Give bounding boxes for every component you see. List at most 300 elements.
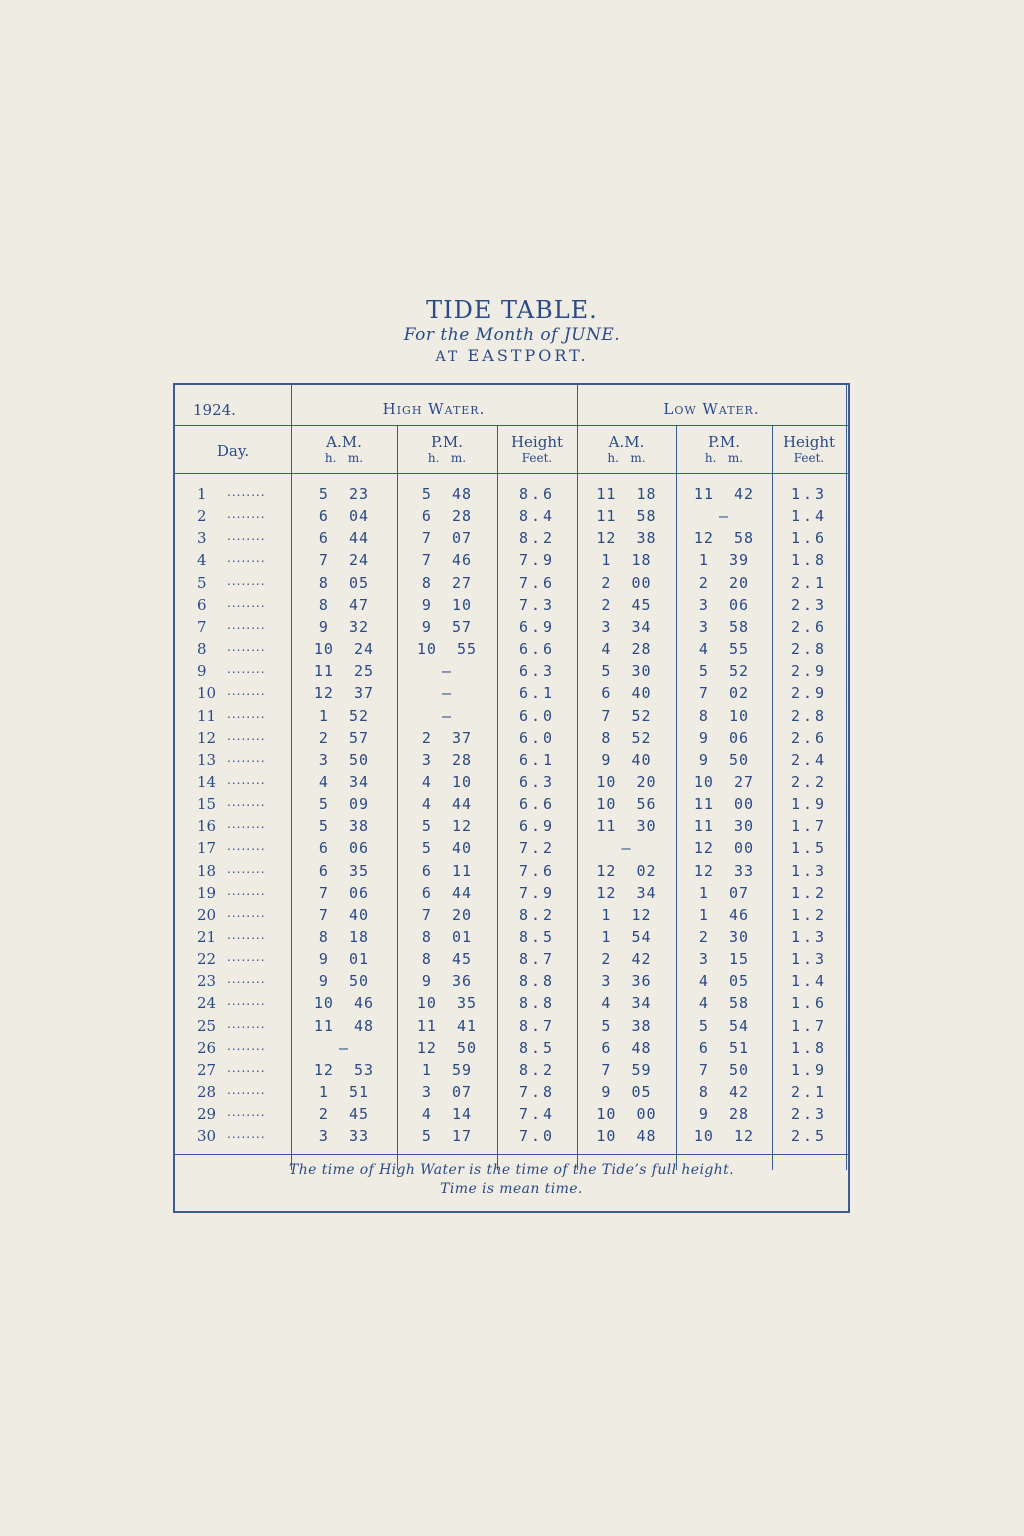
lw-am-cell: 3 34 bbox=[601, 617, 652, 636]
hw-am-cell: 1 51 bbox=[318, 1083, 370, 1102]
leader-dots: ........ bbox=[227, 529, 266, 544]
lw-am-cell: 10 20 bbox=[596, 772, 657, 791]
hw-am-header bbox=[291, 433, 397, 465]
hw-pm-cell: 9 36 bbox=[421, 972, 473, 991]
leader-dots: ........ bbox=[227, 1038, 266, 1053]
lw-pm-cell: 4 55 bbox=[698, 640, 750, 659]
leader-dots: ........ bbox=[227, 1060, 266, 1075]
hw-pm-cell: 6 44 bbox=[421, 883, 473, 902]
table-row bbox=[175, 1061, 848, 1083]
lw-ht-cell: 1.2 bbox=[790, 905, 828, 924]
lw-pm-cell: 4 05 bbox=[698, 972, 750, 991]
hw-pm-cell: 7 20 bbox=[421, 905, 473, 924]
lw-pm-cell: 8 42 bbox=[698, 1083, 750, 1102]
table-row bbox=[175, 662, 848, 684]
hw-pm-cell: 8 27 bbox=[421, 573, 473, 592]
hw-am-cell: 4 34 bbox=[318, 772, 370, 791]
lw-pm-cell: 1 46 bbox=[698, 905, 750, 924]
hw-pm-cell: 5 17 bbox=[421, 1127, 473, 1146]
lw-pm-cell: 10 12 bbox=[693, 1127, 755, 1146]
leader-dots: ........ bbox=[227, 928, 266, 942]
lw-am-cell: 4 28 bbox=[601, 640, 652, 659]
hw-pm-header bbox=[397, 433, 497, 465]
hw-ht-cell: 6.6 bbox=[518, 795, 556, 814]
table-row bbox=[175, 707, 848, 729]
day-cell: 22 bbox=[197, 950, 217, 969]
rule-header-bottom bbox=[175, 473, 848, 474]
footer-line-2: Time is mean time. bbox=[440, 1181, 583, 1197]
lw-ht-cell: 1.7 bbox=[790, 817, 828, 836]
hw-ht-cell: 6.6 bbox=[518, 640, 556, 659]
lw-pm-label: P.M. bbox=[708, 433, 740, 451]
hw-ht-cell: 7.2 bbox=[518, 839, 556, 858]
table-row bbox=[175, 551, 848, 573]
hw-pm-cell: 8 45 bbox=[421, 950, 473, 969]
lw-am-cell: 1 12 bbox=[601, 905, 652, 924]
leader-dots: ........ bbox=[227, 1083, 266, 1098]
hw-ht-cell: 7.6 bbox=[518, 573, 556, 592]
lw-pm-cell: 4 58 bbox=[698, 994, 750, 1013]
table-row bbox=[175, 972, 848, 994]
lw-ht-cell: 1.4 bbox=[790, 972, 828, 991]
hw-am-cell: 9 50 bbox=[318, 972, 370, 991]
hw-am-cell: 6 04 bbox=[318, 507, 370, 526]
hw-pm-cell: — bbox=[441, 706, 453, 725]
lw-pm-cell: 2 30 bbox=[698, 928, 750, 946]
table-row bbox=[175, 618, 848, 640]
hw-ht-cell: 7.4 bbox=[518, 1105, 556, 1124]
lw-am-cell: 2 45 bbox=[601, 595, 652, 614]
day-cell: 30 bbox=[197, 1127, 217, 1146]
day-cell: 18 bbox=[197, 861, 217, 880]
rule-header-top bbox=[175, 425, 848, 426]
table-row bbox=[175, 884, 848, 906]
hw-height-header bbox=[497, 433, 577, 465]
lw-ht-cell: 2.9 bbox=[790, 662, 828, 681]
lw-height-header bbox=[772, 433, 846, 465]
table-row bbox=[175, 574, 848, 596]
lw-am-cell: 6 40 bbox=[601, 684, 652, 703]
lw-ht-cell: 2.8 bbox=[790, 640, 828, 659]
hw-ht-cell: 6.0 bbox=[518, 706, 556, 725]
lw-height-label: Height bbox=[782, 433, 836, 451]
leader-dots: ........ bbox=[227, 905, 266, 920]
day-cell: 4 bbox=[197, 551, 207, 570]
lw-am-cell: 12 34 bbox=[596, 883, 657, 902]
day-cell: 3 bbox=[197, 529, 207, 548]
lw-ht-cell: 1.2 bbox=[790, 883, 828, 902]
day-cell: 21 bbox=[197, 928, 217, 946]
leader-dots: ........ bbox=[227, 507, 266, 522]
table-row bbox=[175, 795, 848, 817]
hw-ht-cell: 8.2 bbox=[518, 529, 556, 548]
lw-pm-cell: 10 27 bbox=[693, 772, 755, 791]
location-line bbox=[0, 346, 1024, 367]
table-row bbox=[175, 729, 848, 751]
hw-ht-cell: 8.5 bbox=[518, 928, 556, 946]
lw-pm-cell: 5 52 bbox=[698, 662, 750, 681]
lw-pm-header bbox=[676, 433, 772, 465]
leader-dots: ........ bbox=[227, 750, 266, 765]
title-block bbox=[0, 296, 1024, 367]
hw-pm-cell: 2 37 bbox=[421, 728, 473, 747]
lw-pm-cell: 3 15 bbox=[698, 950, 750, 969]
day-cell: 12 bbox=[197, 728, 217, 747]
table-row bbox=[175, 928, 848, 950]
leader-dots: ........ bbox=[227, 485, 266, 499]
hw-am-cell: 8 47 bbox=[318, 595, 370, 614]
lw-pm-cell: 12 33 bbox=[693, 861, 755, 880]
lw-ht-cell: 2.5 bbox=[790, 1127, 828, 1146]
lw-ht-cell: 2.6 bbox=[790, 617, 828, 636]
hw-pm-cell: 3 28 bbox=[421, 750, 473, 769]
lw-pm-cell: 12 00 bbox=[693, 839, 755, 858]
hw-pm-cell: 9 57 bbox=[421, 617, 473, 636]
hw-pm-cell: — bbox=[441, 684, 453, 703]
lw-ht-cell: 1.6 bbox=[790, 994, 828, 1013]
lw-ht-cell: 1.9 bbox=[790, 795, 828, 814]
leader-dots: ........ bbox=[227, 1105, 266, 1120]
hw-ht-cell: 6.3 bbox=[518, 772, 556, 791]
lw-pm-cell: 9 06 bbox=[698, 728, 750, 747]
hw-am-cell: 5 09 bbox=[318, 795, 370, 814]
day-cell: 26 bbox=[197, 1038, 217, 1057]
lw-am-cell: 4 34 bbox=[601, 994, 652, 1013]
hw-ht-cell: 7.9 bbox=[518, 883, 556, 902]
hw-ht-cell: 6.9 bbox=[518, 617, 556, 636]
hw-am-cell: 10 24 bbox=[313, 640, 375, 659]
lw-ht-cell: 2.3 bbox=[790, 595, 828, 614]
lw-pm-cell: 11 42 bbox=[693, 485, 755, 503]
hw-pm-cell: 6 28 bbox=[421, 507, 473, 526]
hw-ht-cell: 6.0 bbox=[518, 728, 556, 747]
hw-am-cell: 8 05 bbox=[318, 573, 370, 592]
lw-am-cell: 11 58 bbox=[596, 507, 657, 526]
day-cell: 13 bbox=[197, 750, 217, 769]
leader-dots: ........ bbox=[227, 617, 266, 632]
lw-pm-cell: 5 54 bbox=[698, 1016, 750, 1035]
lw-am-cell: 11 18 bbox=[596, 485, 657, 503]
table-row bbox=[175, 817, 848, 839]
day-cell: 2 bbox=[197, 507, 207, 526]
lw-am-cell: 11 30 bbox=[596, 817, 657, 836]
lw-pm-cell: 9 28 bbox=[698, 1105, 750, 1124]
lw-height-unit: Feet. bbox=[793, 451, 825, 465]
day-cell: 11 bbox=[197, 706, 217, 725]
hw-am-cell: 7 40 bbox=[318, 905, 370, 924]
lw-pm-cell: 1 07 bbox=[698, 883, 750, 902]
lw-ht-cell: 1.3 bbox=[790, 950, 828, 969]
lw-am-cell: 5 38 bbox=[601, 1016, 652, 1035]
lw-ht-cell: 2.2 bbox=[790, 772, 828, 791]
lw-ht-cell: 2.3 bbox=[790, 1105, 828, 1124]
lw-am-cell: 2 00 bbox=[601, 573, 652, 592]
table-row bbox=[175, 751, 848, 773]
table-row bbox=[175, 1017, 848, 1039]
lw-ht-cell: 1.3 bbox=[790, 861, 828, 880]
lw-am-label: A.M. bbox=[608, 433, 645, 451]
hw-pm-cell: 1 59 bbox=[421, 1060, 473, 1079]
lw-pm-cell: — bbox=[718, 507, 730, 526]
hw-pm-unit: h. m. bbox=[427, 451, 467, 465]
hw-ht-cell: 6.1 bbox=[518, 684, 556, 703]
day-cell: 24 bbox=[197, 994, 217, 1013]
hw-am-cell: 11 25 bbox=[313, 662, 375, 681]
hw-am-cell: 3 50 bbox=[318, 750, 370, 769]
lw-pm-cell: 11 00 bbox=[693, 795, 755, 814]
day-cell: 10 bbox=[197, 684, 217, 703]
page-subtitle: For the Month of JUNE. bbox=[403, 325, 621, 345]
leader-dots: ........ bbox=[227, 573, 266, 588]
hw-pm-cell: 3 07 bbox=[421, 1083, 473, 1102]
table-row bbox=[175, 485, 848, 507]
leader-dots: ........ bbox=[227, 795, 266, 810]
leader-dots: ........ bbox=[227, 883, 266, 898]
hw-am-cell: 5 23 bbox=[318, 485, 370, 503]
hw-am-cell: 6 44 bbox=[318, 529, 370, 548]
lw-ht-cell: 2.6 bbox=[790, 728, 828, 747]
leader-dots: ........ bbox=[227, 972, 266, 987]
hw-am-cell: 5 38 bbox=[318, 817, 370, 836]
day-cell: 9 bbox=[197, 662, 207, 681]
table-row bbox=[175, 1127, 848, 1149]
table-row bbox=[175, 906, 848, 928]
lw-am-cell: 9 40 bbox=[601, 750, 652, 769]
hw-am-unit: h. m. bbox=[324, 451, 364, 465]
lw-pm-cell: 12 58 bbox=[693, 529, 755, 548]
hw-am-cell: 1 52 bbox=[318, 706, 370, 725]
leader-dots: ........ bbox=[227, 817, 266, 832]
lw-am-cell: 3 36 bbox=[601, 972, 652, 991]
hw-am-cell: 3 33 bbox=[318, 1127, 370, 1146]
lw-am-unit: h. m. bbox=[607, 451, 646, 465]
hw-ht-cell: 8.8 bbox=[518, 994, 556, 1013]
lw-ht-cell: 1.4 bbox=[790, 507, 828, 526]
hw-ht-cell: 6.3 bbox=[518, 662, 556, 681]
hw-pm-cell: 5 40 bbox=[421, 839, 473, 858]
hw-pm-cell: 7 46 bbox=[421, 551, 473, 570]
hw-am-cell: 7 24 bbox=[318, 551, 370, 570]
table-row bbox=[175, 1083, 848, 1105]
leader-dots: ........ bbox=[227, 662, 266, 677]
day-cell: 20 bbox=[197, 905, 217, 924]
low-water-header: Low Water. bbox=[663, 400, 760, 418]
lw-pm-cell: 8 10 bbox=[698, 706, 750, 725]
hw-am-cell: 7 06 bbox=[318, 883, 370, 902]
lw-ht-cell: 2.1 bbox=[790, 573, 828, 592]
lw-am-cell: 1 18 bbox=[601, 551, 652, 570]
tide-table bbox=[173, 383, 850, 1213]
location-prefix: AT bbox=[435, 349, 461, 365]
location-name: EASTPORT. bbox=[467, 346, 589, 365]
lw-pm-cell: 2 20 bbox=[698, 573, 750, 592]
lw-pm-cell: 9 50 bbox=[698, 750, 750, 769]
hw-ht-cell: 8.5 bbox=[518, 1038, 556, 1057]
hw-height-unit: Feet. bbox=[521, 451, 553, 465]
lw-ht-cell: 1.3 bbox=[790, 928, 828, 946]
hw-pm-cell: 8 01 bbox=[421, 928, 473, 946]
leader-dots: ........ bbox=[227, 861, 266, 876]
day-header: Day. bbox=[216, 442, 250, 460]
day-cell: 15 bbox=[197, 795, 217, 814]
hw-ht-cell: 8.6 bbox=[518, 485, 556, 503]
day-cell: 6 bbox=[197, 595, 207, 614]
lw-ht-cell: 1.3 bbox=[790, 485, 828, 503]
lw-pm-unit: h. m. bbox=[704, 451, 744, 465]
table-row bbox=[175, 596, 848, 618]
table-row bbox=[175, 684, 848, 706]
hw-ht-cell: 7.3 bbox=[518, 595, 556, 614]
day-cell: 14 bbox=[197, 772, 217, 791]
day-cell: 23 bbox=[197, 972, 217, 991]
hw-am-cell: — bbox=[338, 1038, 350, 1057]
table-row bbox=[175, 640, 848, 662]
lw-ht-cell: 2.8 bbox=[790, 706, 828, 725]
hw-ht-cell: 7.9 bbox=[518, 551, 556, 570]
day-cell: 28 bbox=[197, 1083, 217, 1102]
hw-am-cell: 8 18 bbox=[318, 928, 370, 946]
footer-note bbox=[175, 1161, 848, 1199]
table-row bbox=[175, 994, 848, 1016]
hw-am-label: A.M. bbox=[326, 433, 362, 451]
table-row bbox=[175, 950, 848, 972]
rule-footer bbox=[175, 1154, 848, 1155]
lw-ht-cell: 1.8 bbox=[790, 551, 828, 570]
hw-ht-cell: 6.9 bbox=[518, 817, 556, 836]
lw-pm-cell: 7 50 bbox=[698, 1060, 750, 1079]
hw-ht-cell: 8.2 bbox=[518, 905, 556, 924]
hw-pm-cell: 10 35 bbox=[416, 994, 478, 1013]
hw-height-label: Height bbox=[510, 433, 564, 451]
hw-pm-cell: 5 12 bbox=[421, 817, 473, 836]
lw-pm-cell: 3 58 bbox=[698, 617, 750, 636]
leader-dots: ........ bbox=[227, 728, 266, 743]
table-row bbox=[175, 529, 848, 551]
table-row bbox=[175, 507, 848, 529]
hw-am-cell: 10 46 bbox=[313, 994, 375, 1013]
day-cell: 7 bbox=[197, 617, 207, 636]
lw-pm-cell: 3 06 bbox=[698, 595, 750, 614]
hw-pm-cell: 5 48 bbox=[421, 485, 473, 503]
hw-am-cell: 9 01 bbox=[318, 950, 370, 969]
leader-dots: ........ bbox=[227, 839, 266, 854]
lw-ht-cell: 1.7 bbox=[790, 1016, 828, 1035]
lw-ht-cell: 1.6 bbox=[790, 529, 828, 548]
hw-pm-cell: — bbox=[441, 662, 453, 681]
hw-pm-cell: 9 10 bbox=[421, 595, 473, 614]
hw-am-cell: 6 35 bbox=[318, 861, 370, 880]
day-cell: 25 bbox=[197, 1016, 217, 1035]
lw-am-cell: 7 59 bbox=[601, 1060, 652, 1079]
leader-dots: ........ bbox=[227, 1127, 266, 1142]
table-row bbox=[175, 862, 848, 884]
leader-dots: ........ bbox=[227, 640, 266, 655]
hw-ht-cell: 7.8 bbox=[518, 1083, 556, 1102]
hw-ht-cell: 7.0 bbox=[518, 1127, 556, 1146]
leader-dots: ........ bbox=[227, 551, 266, 566]
lw-am-cell: 10 48 bbox=[596, 1127, 657, 1146]
footer-line-1: The time of High Water is the time of the Tide’s full height. bbox=[289, 1162, 734, 1178]
day-cell: 16 bbox=[197, 817, 217, 836]
hw-am-cell: 2 57 bbox=[318, 728, 370, 747]
lw-am-cell: 8 52 bbox=[601, 728, 652, 747]
leader-dots: ........ bbox=[227, 950, 266, 965]
leader-dots: ........ bbox=[227, 1016, 266, 1031]
hw-am-cell: 12 53 bbox=[313, 1060, 375, 1079]
lw-pm-cell: 11 30 bbox=[693, 817, 755, 836]
leader-dots: ........ bbox=[227, 994, 266, 1009]
lw-am-cell: 12 02 bbox=[596, 861, 657, 880]
hw-ht-cell: 7.6 bbox=[518, 861, 556, 880]
lw-ht-cell: 2.1 bbox=[790, 1083, 828, 1102]
lw-ht-cell: 2.4 bbox=[790, 750, 828, 769]
leader-dots: ........ bbox=[227, 684, 266, 699]
lw-pm-cell: 6 51 bbox=[698, 1038, 750, 1057]
lw-am-cell: 12 38 bbox=[596, 529, 657, 548]
hw-ht-cell: 8.7 bbox=[518, 1016, 556, 1035]
hw-pm-cell: 6 11 bbox=[421, 861, 473, 880]
hw-ht-cell: 8.8 bbox=[518, 972, 556, 991]
hw-am-cell: 6 06 bbox=[318, 839, 370, 858]
day-cell: 19 bbox=[197, 883, 217, 902]
year-label: 1924. bbox=[193, 401, 236, 419]
hw-pm-label: P.M. bbox=[431, 433, 463, 451]
leader-dots: ........ bbox=[227, 595, 266, 610]
hw-am-cell: 11 48 bbox=[313, 1016, 375, 1035]
hw-pm-cell: 4 10 bbox=[421, 772, 473, 791]
hw-am-cell: 2 45 bbox=[318, 1105, 370, 1124]
lw-ht-cell: 1.9 bbox=[790, 1060, 828, 1079]
table-row bbox=[175, 1105, 848, 1127]
lw-am-cell: 9 05 bbox=[601, 1083, 652, 1102]
hw-pm-cell: 12 50 bbox=[416, 1038, 478, 1057]
leader-dots: ........ bbox=[227, 772, 266, 787]
lw-am-cell: 2 42 bbox=[601, 950, 652, 969]
hw-ht-cell: 8.2 bbox=[518, 1060, 556, 1079]
hw-pm-cell: 7 07 bbox=[421, 529, 473, 548]
day-cell: 29 bbox=[197, 1105, 217, 1124]
lw-am-cell: 1 54 bbox=[601, 928, 652, 946]
lw-pm-cell: 7 02 bbox=[698, 684, 750, 703]
hw-ht-cell: 8.7 bbox=[518, 950, 556, 969]
hw-pm-cell: 4 44 bbox=[421, 795, 473, 814]
lw-am-header bbox=[577, 433, 676, 465]
table-row bbox=[175, 1039, 848, 1061]
hw-ht-cell: 8.4 bbox=[518, 507, 556, 526]
day-cell: 1 bbox=[197, 485, 207, 503]
lw-am-cell: 10 00 bbox=[596, 1105, 657, 1124]
lw-pm-cell: 1 39 bbox=[698, 551, 750, 570]
table-row bbox=[175, 773, 848, 795]
day-cell: 5 bbox=[197, 573, 207, 592]
lw-ht-cell: 2.9 bbox=[790, 684, 828, 703]
hw-pm-cell: 11 41 bbox=[416, 1016, 478, 1035]
hw-pm-cell: 10 55 bbox=[416, 640, 478, 659]
lw-am-cell: — bbox=[621, 839, 632, 858]
table-row bbox=[175, 839, 848, 861]
day-cell: 8 bbox=[197, 640, 207, 659]
hw-am-cell: 12 37 bbox=[313, 684, 375, 703]
page-title: TIDE TABLE. bbox=[426, 296, 598, 324]
hw-ht-cell: 6.1 bbox=[518, 750, 556, 769]
lw-ht-cell: 1.8 bbox=[790, 1038, 828, 1057]
leader-dots: ........ bbox=[227, 706, 266, 721]
lw-am-cell: 5 30 bbox=[601, 662, 652, 681]
high-water-header: High Water. bbox=[382, 400, 486, 418]
lw-am-cell: 6 48 bbox=[601, 1038, 652, 1057]
hw-pm-cell: 4 14 bbox=[421, 1105, 473, 1124]
lw-am-cell: 10 56 bbox=[596, 795, 657, 814]
